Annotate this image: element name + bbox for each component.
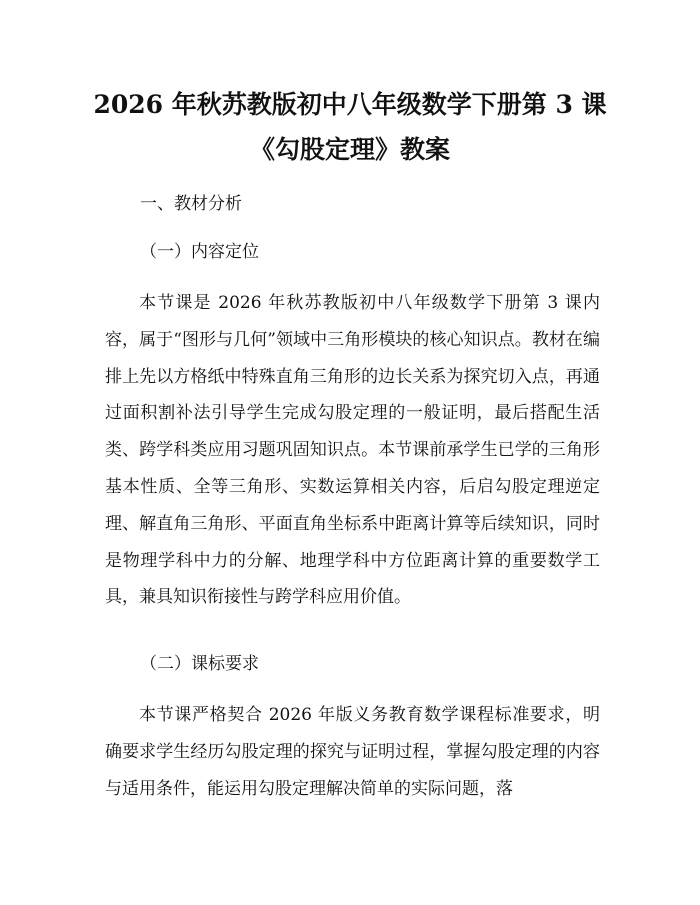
document-title-line-2: 《勾股定理》教案 [249, 135, 450, 164]
paragraph-content-positioning: 本节课是 2026 年秋苏教版初中八年级数学下册第 3 课内容，属于“图形与几何”领域中三角形模块的核心知识点。教材在编排上先以方格纸中特殊直角三角形的边长关系为探究切入点，再通过面积割补法引导学生完成勾股定理的一般证明，最后搭配生活类、跨学科类应用习题巩固知识点。本节课前承学生已学的三角形基本性质、全等三角形、实数运算相关内容，后启勾股定理逆定理、解直角三角形、平面直角坐标系中距离计算等后续知识，同时是物理学科中力的分解、地理学科中方位距离计算的重要数学工具，兼具知识衔接性与跨学科应用价值。 [105, 293, 600, 608]
section-heading-materials-analysis: 一、教材分析 [140, 194, 242, 214]
document-title-line-1: 2026 年秋苏教版初中八年级数学下册第 3 课 [93, 90, 607, 119]
subsection-heading-content-positioning: （一）内容定位 [140, 242, 259, 262]
paragraph-curriculum-requirements: 本节课严格契合 2026 年版义务教育数学课程标准要求，明确要求学生经历勾股定理的探究与证明过程，掌握勾股定理的内容与适用条件，能运用勾股定理解决简单的实际问题，落 [105, 705, 600, 799]
subsection-heading-curriculum-requirements: （二）课标要求 [140, 654, 259, 674]
